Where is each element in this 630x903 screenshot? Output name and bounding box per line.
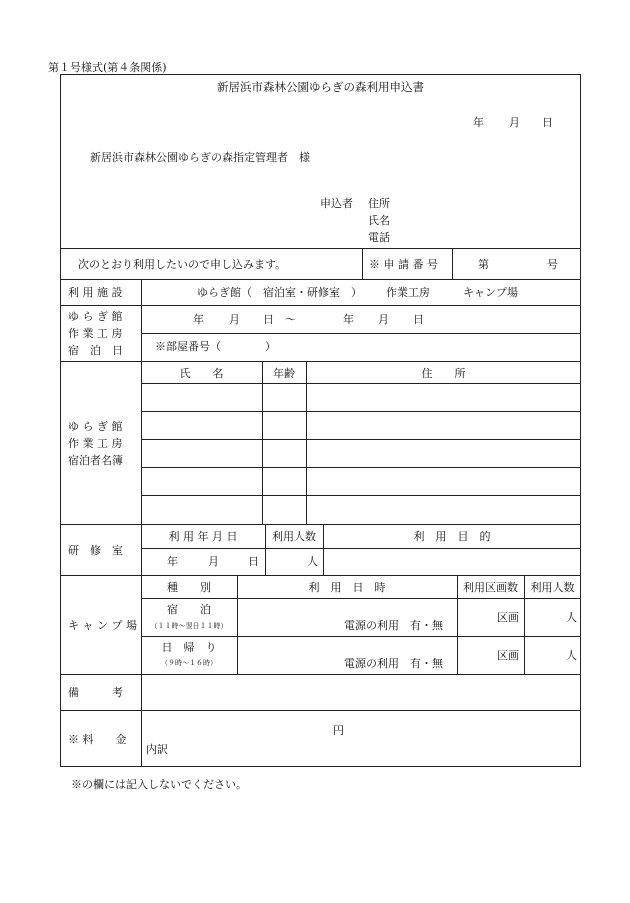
camp-row-daytrip-person-unit: 人 [566, 649, 577, 662]
date-month: 月 [509, 116, 520, 129]
fee-label: ※ 料 金 [68, 733, 127, 746]
date-year: 年 [473, 116, 484, 129]
applicant-name-label[interactable]: 氏名 [368, 214, 390, 227]
form-frame [60, 74, 581, 767]
campsite-label: キ ャ ン プ 場 [68, 619, 137, 632]
roster-label-2: 作 業 工 房 [68, 437, 123, 450]
training-day: 日 [248, 555, 259, 568]
training-year: 年 [167, 555, 178, 568]
camp-header-datetime: 利 用 日 時 [308, 581, 386, 594]
intro-text: 次のとおり利用したいので申し込みます。 [78, 258, 287, 271]
fee-yen: 円 [333, 724, 344, 737]
training-header-date: 利 用 年 月 日 [168, 530, 238, 543]
camp-row-daytrip-section-unit: 区画 [497, 649, 519, 662]
form-title: 新居浜市森林公園ゆらぎの森利用申込書 [217, 80, 424, 94]
camp-row-overnight-hours: （１１時～翌日１１時） [150, 622, 228, 630]
application-number-dai: 第 [478, 258, 489, 271]
camp-header-sections: 利用区画数 [463, 581, 518, 594]
application-number-label: ※ 申 請 番 号 [369, 258, 438, 271]
camp-row-overnight-section-unit: 区画 [497, 611, 519, 624]
facility-option-campsite[interactable]: キャンプ場 [463, 286, 518, 299]
stay-from-year: 年 [193, 313, 204, 326]
stay-to-month: 月 [378, 313, 389, 326]
applicant-address-label[interactable]: 住所 [368, 197, 390, 210]
camp-row-daytrip-power[interactable]: 電源の利用 有・無 [344, 657, 443, 670]
training-header-purpose: 利 用 目 的 [413, 530, 491, 543]
camp-row-overnight-power[interactable]: 電源の利用 有・無 [344, 619, 443, 632]
camp-row-daytrip-type: 日 帰 り [161, 641, 217, 654]
roster-header-address: 住 所 [421, 367, 466, 380]
stay-from-month: 月 [229, 313, 240, 326]
remarks-label: 備 考 [68, 686, 123, 699]
camp-header-type: 種 別 [167, 581, 211, 594]
facility-label: 利 用 施 設 [68, 286, 123, 299]
camp-row-overnight-type: 宿 泊 [167, 603, 211, 616]
stay-label-2: 作 業 工 房 [68, 327, 123, 340]
roster-header-age: 年齢 [273, 367, 295, 380]
room-number[interactable]: ※部屋番号（ ） [155, 340, 276, 353]
stay-label-1: ゆ ら ぎ 館 [68, 310, 123, 323]
form-number: 第１号様式(第４条関係) [48, 61, 167, 74]
facility-option-workshop[interactable]: 作業工房 [386, 286, 430, 299]
addressee: 新居浜市森林公園ゆらぎの森指定管理者 様 [90, 151, 310, 164]
stay-from-day: 日 [263, 313, 274, 326]
stay-tilde: ～ [285, 313, 296, 326]
camp-row-daytrip-hours: （９時～１６時） [161, 659, 217, 667]
camp-row-overnight-person-unit: 人 [566, 611, 577, 624]
roster-label-1: ゆ ら ぎ 館 [68, 420, 123, 433]
applicant-label: 申込者 [320, 197, 353, 210]
roster-label-3: 宿泊者名簿 [68, 454, 123, 467]
fee-breakdown: 内訳 [146, 743, 168, 756]
training-header-count: 利用人数 [272, 530, 316, 543]
training-room-label: 研 修 室 [68, 544, 123, 557]
stay-to-day: 日 [413, 313, 424, 326]
date-day: 日 [542, 116, 553, 129]
stay-to-year: 年 [343, 313, 354, 326]
footnote: ※の欄には記入しないでください。 [71, 778, 247, 791]
training-persons: 人 [307, 555, 318, 568]
roster-header-name: 氏 名 [179, 367, 224, 380]
stay-label-3: 宿 泊 日 [68, 344, 123, 357]
training-month: 月 [208, 555, 219, 568]
application-number-go: 号 [547, 258, 558, 271]
applicant-phone-label[interactable]: 電話 [368, 231, 390, 244]
facility-option-yuragikan[interactable]: ゆらぎ館（ 宿泊室・研修室 ） [197, 286, 362, 299]
camp-header-persons: 利用人数 [530, 581, 575, 594]
